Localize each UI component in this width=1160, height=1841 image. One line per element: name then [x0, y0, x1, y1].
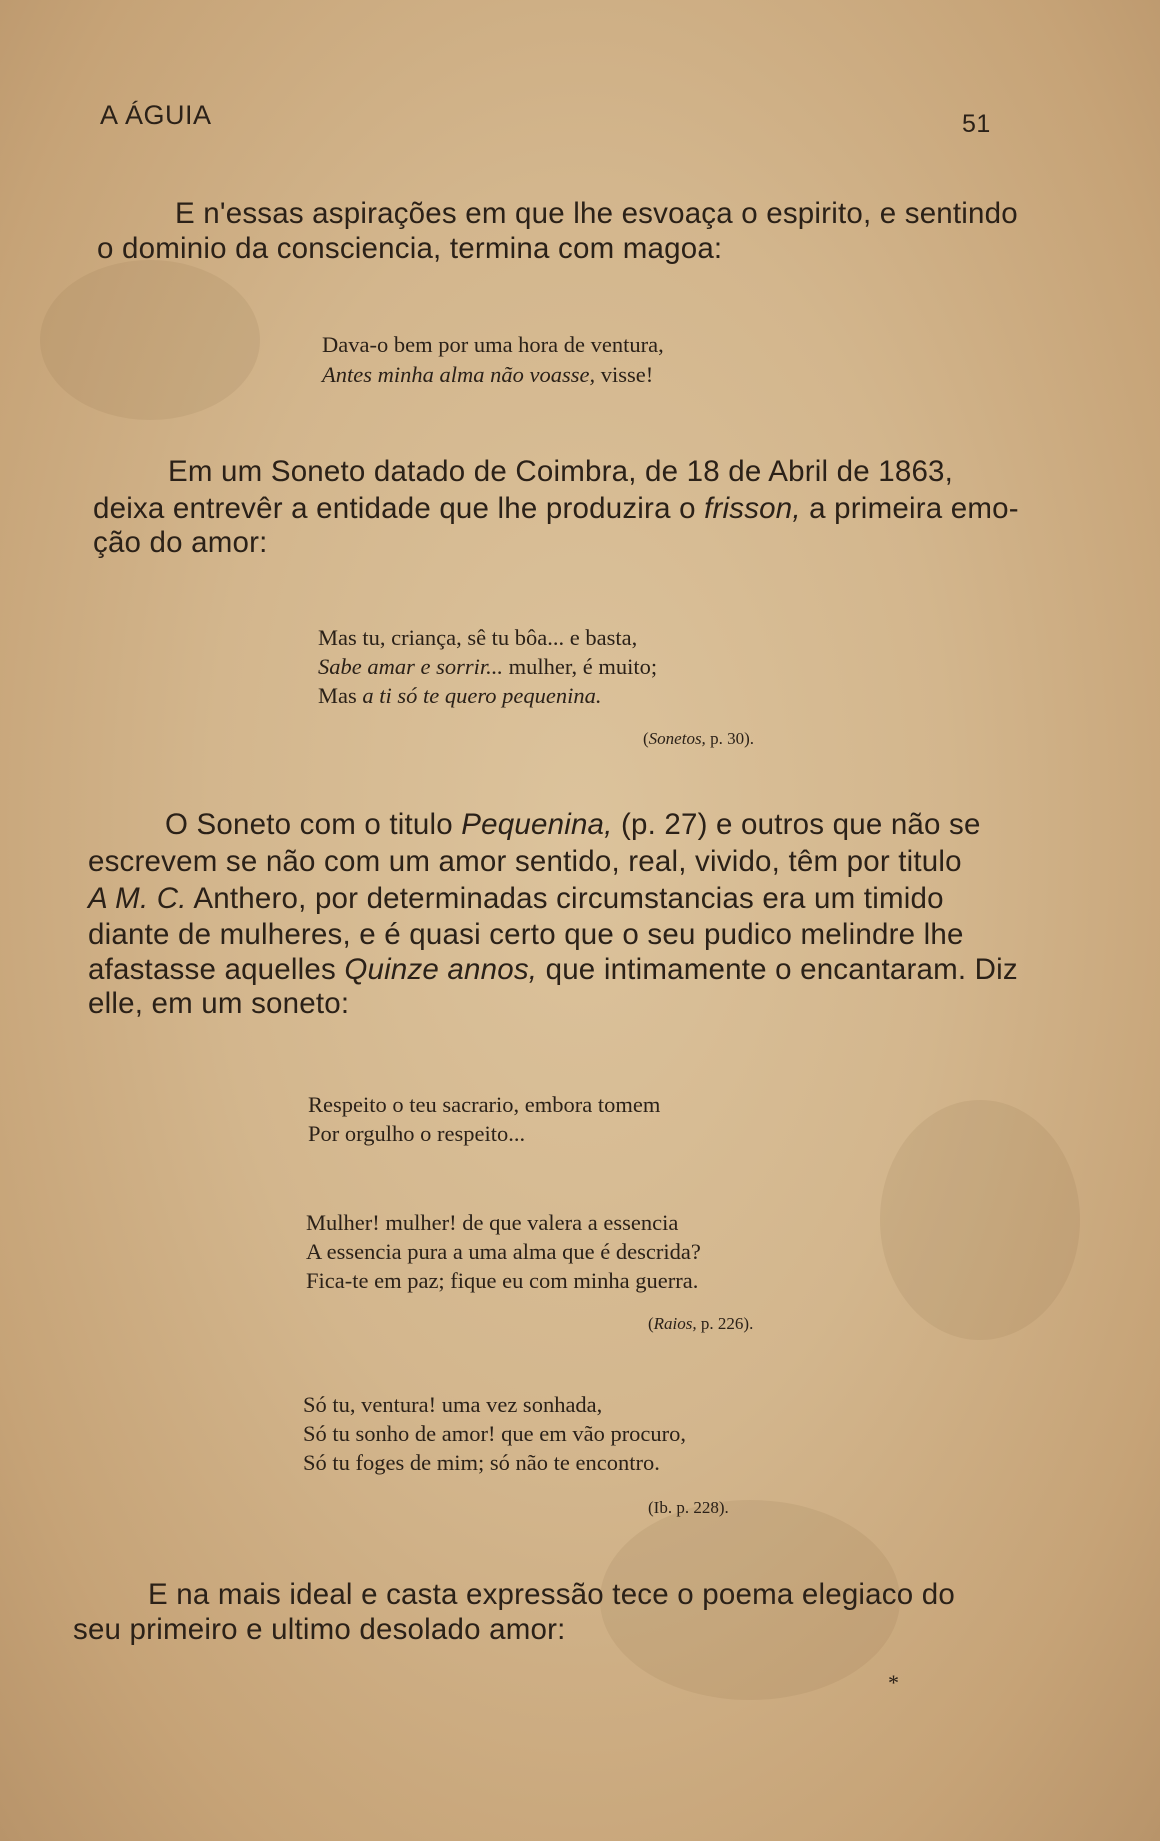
quote1-line2 [322, 362, 653, 388]
para3-line3-italic: A M. C. [88, 882, 187, 915]
para1-line2: o dominio da consciencia, termina com magoa: [97, 232, 723, 265]
para3-line6: elle, em um soneto: [88, 987, 350, 1020]
quote3-line3: Mulher! mulher! de que valera a essencia [306, 1210, 679, 1235]
quote2-line2-italic: Sabe amar e sorrir... [318, 654, 504, 679]
quote4-citation: (Ib. p. 228). [648, 1498, 729, 1517]
para2-line2-b: a primeira emo- [800, 492, 1019, 525]
quote3-cite-italic: Raios, [653, 1314, 697, 1333]
quote4-line2: Só tu sonho de amor! que em vão procuro, [303, 1421, 687, 1446]
quote3-line4: A essencia pura a uma alma que é descrida? [306, 1239, 701, 1264]
quote2-line2 [318, 654, 657, 680]
section-asterisk: * [888, 1670, 899, 1695]
paper-stain [40, 260, 260, 420]
para4-line1: E na mais ideal e casta expressão tece o poema elegiaco do [148, 1578, 955, 1611]
quote2-line3-a: Mas [318, 683, 363, 708]
quote3-line1: Respeito o teu sacrario, embora tomem [308, 1092, 661, 1117]
quote2-cite-rest: p. 30). [705, 729, 754, 748]
para2-line2-a: deixa entrevêr a entidade que lhe produzira o [93, 492, 705, 525]
para3-line3-b: Anthero, por determinadas circumstancias era um timido [186, 882, 944, 915]
para3-line4: diante de mulheres, e é quasi certo que o seu pudico melindre lhe [88, 918, 964, 951]
quote2-line3-italic: a ti só te quero pequenina. [362, 683, 602, 708]
quote2-cite-open: ( [643, 729, 649, 748]
quote1-line2-italic: Antes minha alma não voasse, [322, 362, 596, 387]
para3-line1 [165, 808, 981, 842]
paper-stain [880, 1100, 1080, 1340]
para2-line2-italic: frisson, [704, 492, 801, 525]
para3-line1-b: (p. 27) e outros que não se [612, 808, 981, 841]
quote1-line2-rest: visse! [595, 362, 654, 387]
para3-line2: escrevem se não com um amor sentido, real, vivido, têm por titulo [88, 845, 962, 878]
quote1-line1: Dava-o bem por uma hora de ventura, [322, 332, 664, 357]
quote2-line1: Mas tu, criança, sê tu bôa... e basta, [318, 625, 638, 650]
para1-line1: E n'essas aspirações em que lhe esvoaça o espirito, e sentindo [175, 197, 1018, 230]
quote2-line3 [318, 683, 602, 709]
page-number: 51 [962, 110, 991, 138]
para3-line1-italic: Pequenina, [461, 808, 613, 841]
para4-line2: seu primeiro e ultimo desolado amor: [73, 1613, 566, 1646]
para2-line2 [93, 492, 1019, 526]
quote3-cite-rest: p. 226). [696, 1314, 754, 1333]
running-title: A ÁGUIA [100, 100, 212, 130]
quote2-line2-rest: mulher, é muito; [503, 654, 658, 679]
quote2-cite-italic: Sonetos, [648, 729, 706, 748]
para2-line1: Em um Soneto datado de Coimbra, de 18 de Abril de 1863, [168, 455, 954, 488]
quote4-line1: Só tu, ventura! uma vez sonhada, [303, 1392, 603, 1417]
quote4-line3: Só tu foges de mim; só não te encontro. [303, 1450, 660, 1475]
para3-line1-a: O Soneto com o titulo [165, 808, 462, 841]
quote3-line2: Por orgulho o respeito... [308, 1121, 526, 1146]
para2-line3: ção do amor: [93, 526, 268, 559]
quote3-citation [648, 1314, 753, 1334]
quote2-citation [643, 729, 754, 749]
para3-line5-a: afastasse aquelles [88, 953, 345, 986]
quote3-line5: Fica-te em paz; fique eu com minha guerra. [306, 1268, 699, 1293]
para3-line5-b: que intimamente o encantaram. Diz [537, 953, 1018, 986]
para3-line5 [88, 953, 1018, 987]
para3-line3 [88, 882, 944, 916]
para3-line5-italic: Quinze annos, [344, 953, 538, 986]
quote3-cite-open: ( [648, 1314, 654, 1333]
